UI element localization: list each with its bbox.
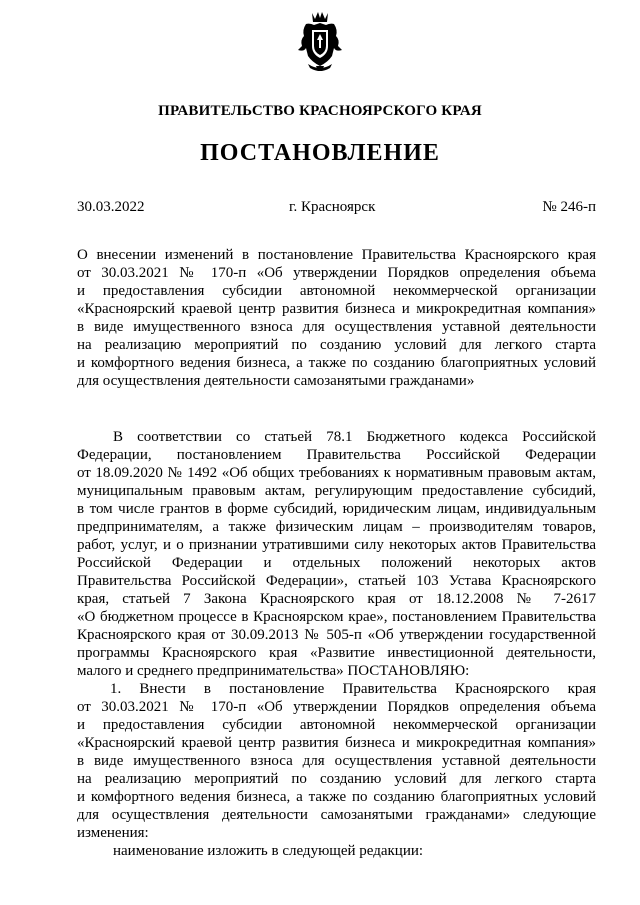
body-line: муниципальным правовым актам, регулирующим предоставление субсидий,	[77, 483, 596, 499]
body-line: в виде имущественного взноса для осуществления уставной деятельности	[77, 753, 596, 769]
body-line: «О бюджетном процессе в Красноярском крае», постановлением Правительства	[77, 609, 596, 625]
document-meta	[77, 199, 596, 221]
body-line: края, статьей 7 Закона Красноярского края от 18.12.2008 № 7-2617	[77, 591, 596, 607]
body-line: на реализацию мероприятий по созданию условий для легкого старта	[77, 771, 596, 787]
body-line: 1. Внести в постановление Правительства Красноярского края	[110, 681, 596, 697]
subject-line: и комфортного ведения бизнеса, а также по созданию благоприятных условий	[77, 355, 596, 371]
subject-line: в виде имущественного взноса для осуществления уставной деятельности	[77, 319, 596, 335]
subject-line: для осуществления деятельности самозанятыми гражданами»	[77, 373, 475, 389]
body-line: Российской Федерации и отдельных положений некоторых актов	[77, 555, 596, 571]
body-line: малого и среднего предпринимательства» ПОСТАНОВЛЯЮ:	[77, 663, 470, 679]
body-line: работ, услуг, и о признании утратившими силу некоторых актов Правительства	[77, 537, 596, 553]
body-line: в том числе грантов в форме субсидий, юридическим лицам, индивидуальным	[77, 501, 596, 517]
body-line: от 18.09.2020 № 1492 «Об общих требованиях к нормативным правовым актам,	[77, 465, 596, 481]
body-line: Красноярского края от 30.09.2013 № 505-п «Об утверждении государственной	[77, 627, 596, 643]
body-line: наименование изложить в следующей редакции:	[113, 843, 424, 859]
body-line: изменения:	[77, 825, 149, 841]
document-title: ПОСТАНОВЛЕНИЕ	[200, 140, 440, 166]
subject-line: на реализацию мероприятий по созданию условий для легкого старта	[77, 337, 596, 353]
body-line: для осуществления деятельности самозанятыми гражданами» следующие	[77, 807, 596, 823]
subject-line: и предоставления субсидии автономной некоммерческой организации	[77, 283, 596, 299]
subject-line: от 30.03.2021 № 170-п «Об утверждении Порядков определения объема	[77, 265, 596, 281]
body-line: предпринимателям, а также физическим лицам – производителям товаров,	[77, 519, 596, 535]
document-number: № 246-п	[542, 199, 596, 215]
body-line: В соответствии со статьей 78.1 Бюджетного кодекса Российской	[113, 429, 596, 445]
document-subject	[77, 246, 596, 390]
body-line: и предоставления субсидии автономной некоммерческой организации	[77, 717, 596, 733]
body-line: от 30.03.2021 № 170-п «Об утверждении Порядков определения объема	[77, 699, 596, 715]
body-line: «Красноярский краевой центр развития бизнеса и микрокредитная компания»	[77, 735, 596, 751]
document-date: 30.03.2022	[77, 199, 145, 215]
body-line: и комфортного ведения бизнеса, а также по созданию благоприятных условий	[77, 789, 596, 805]
body-line: программы Красноярского края «Развитие инвестиционной деятельности,	[77, 645, 596, 661]
document-body	[77, 428, 596, 860]
body-line: Федерации, постановлением Правительства Российской Федерации	[77, 447, 596, 463]
document-city: г. Красноярск	[289, 199, 376, 215]
body-line: Правительства Российской Федерации», статьей 103 Устава Красноярского	[77, 573, 596, 589]
subject-line: «Красноярский краевой центр развития бизнеса и микрокредитная компания»	[77, 301, 596, 317]
government-name: ПРАВИТЕЛЬСТВО КРАСНОЯРСКОГО КРАЯ	[158, 103, 482, 119]
krasnoyarsk-coat-of-arms-icon	[296, 10, 344, 72]
subject-line: О внесении изменений в постановление Правительства Красноярского края	[77, 247, 596, 263]
